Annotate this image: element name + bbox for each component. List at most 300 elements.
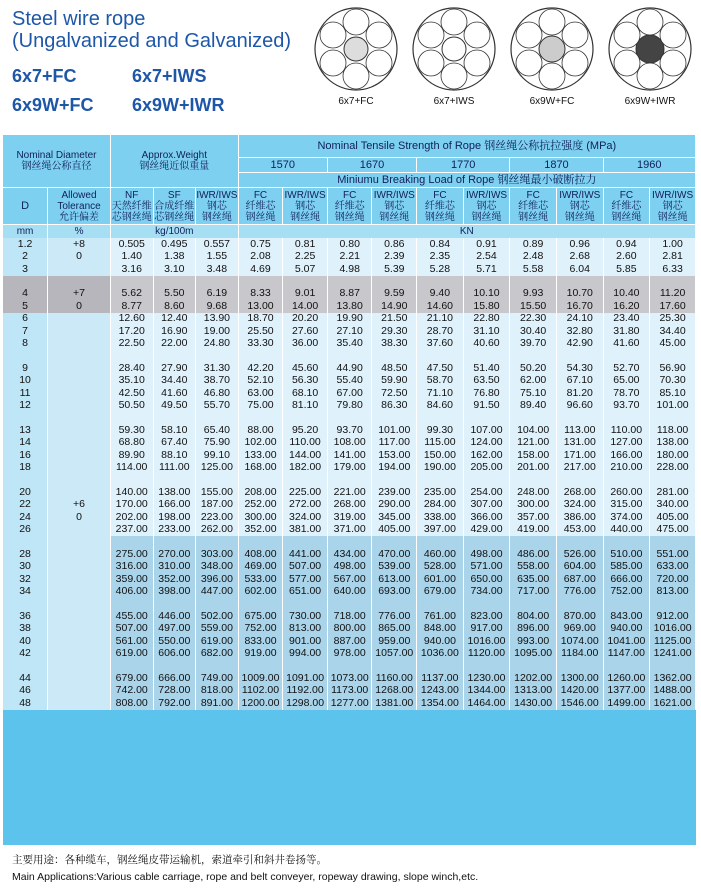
value-cell: 682.00 (196, 648, 239, 661)
empty-cell (196, 350, 239, 362)
value-cell: 12.60 (110, 313, 153, 326)
tolerance-cell (48, 635, 111, 648)
empty-cell (3, 350, 48, 362)
title-line-1: Steel wire rope (12, 8, 146, 30)
value-cell: 272.00 (283, 499, 328, 512)
diameter-cell: 10 (3, 375, 48, 388)
value-cell: 870.00 (556, 610, 603, 623)
value-cell: 88.10 (153, 449, 196, 462)
value-cell: 155.00 (196, 486, 239, 499)
value-cell: 843.00 (603, 610, 650, 623)
value-cell: 56.30 (283, 375, 328, 388)
empty-cell (510, 536, 557, 548)
value-cell: 0.495 (153, 238, 196, 251)
empty-cell (603, 276, 650, 288)
value-cell: 1.40 (110, 251, 153, 264)
row-gap (3, 474, 696, 486)
value-cell: 8.33 (238, 288, 283, 301)
value-cell: 162.00 (463, 449, 510, 462)
value-cell: 1091.00 (283, 672, 328, 685)
value-cell: 371.00 (327, 524, 372, 537)
value-cell: 386.00 (556, 511, 603, 524)
empty-cell (556, 660, 603, 672)
value-cell: 761.00 (417, 610, 464, 623)
value-cell: 1.00 (650, 238, 696, 251)
value-cell: 1120.00 (463, 648, 510, 661)
value-cell: 1420.00 (556, 685, 603, 698)
empty-cell (283, 660, 328, 672)
value-cell: 114.00 (110, 462, 153, 475)
value-cell: 813.00 (283, 623, 328, 636)
value-cell: 21.50 (372, 313, 417, 326)
value-cell: 110.00 (603, 424, 650, 437)
value-cell: 99.10 (196, 449, 239, 462)
value-cell: 75.10 (510, 387, 557, 400)
approx-weight-header (110, 135, 238, 188)
empty-cell (510, 660, 557, 672)
value-cell: 345.00 (372, 511, 417, 524)
value-cell: 717.00 (510, 586, 557, 599)
value-cell: 940.00 (603, 623, 650, 636)
variant-list (12, 62, 252, 120)
value-cell: 1381.00 (372, 697, 417, 710)
value-cell: 1137.00 (417, 672, 464, 685)
value-cell: 0.94 (603, 238, 650, 251)
table-row (3, 524, 696, 537)
value-cell: 734.00 (463, 586, 510, 599)
header-text: 钢芯 (662, 200, 683, 212)
value-cell: 601.00 (417, 573, 464, 586)
empty-cell (372, 474, 417, 486)
rope-cross-section-icon (411, 6, 497, 92)
value-cell: 1260.00 (603, 672, 650, 685)
value-cell: 75.90 (196, 437, 239, 450)
diameter-cell: 9 (3, 362, 48, 375)
value-cell: 71.10 (417, 387, 464, 400)
value-cell: 9.01 (283, 288, 328, 301)
value-cell: 2.81 (650, 251, 696, 264)
value-cell: 24.80 (196, 338, 239, 351)
value-cell: 619.00 (110, 648, 153, 661)
value-cell: 891.00 (196, 697, 239, 710)
value-cell: 303.00 (196, 548, 239, 561)
value-cell: 34.40 (650, 325, 696, 338)
value-cell: 0.96 (556, 238, 603, 251)
value-cell: 1464.00 (463, 697, 510, 710)
table-row (3, 437, 696, 450)
col-tolerance (48, 188, 111, 225)
value-cell: 14.60 (417, 300, 464, 313)
value-cell: 28.40 (110, 362, 153, 375)
value-cell: 640.00 (327, 586, 372, 599)
empty-cell (417, 536, 464, 548)
value-cell: 223.00 (196, 511, 239, 524)
value-cell: 679.00 (110, 672, 153, 685)
value-cell: 502.00 (196, 610, 239, 623)
tolerance-cell (48, 486, 111, 499)
value-cell: 559.00 (196, 623, 239, 636)
value-cell: 144.00 (283, 449, 328, 462)
value-cell: 338.00 (417, 511, 464, 524)
value-cell: 577.00 (283, 573, 328, 586)
value-cell: 89.40 (510, 400, 557, 413)
value-cell: 2.39 (372, 251, 417, 264)
empty-cell (510, 412, 557, 424)
empty-cell (238, 474, 283, 486)
table-row (3, 561, 696, 574)
value-cell: 31.10 (463, 325, 510, 338)
tolerance-cell: +6 (48, 499, 111, 512)
diameter-cell: 12 (3, 400, 48, 413)
header-text: FC (433, 189, 447, 201)
header-text: 天然纤维 (111, 200, 152, 212)
empty-cell (556, 412, 603, 424)
col-d: D (3, 188, 48, 225)
value-cell: 32.80 (556, 325, 603, 338)
value-cell: 113.00 (556, 424, 603, 437)
value-cell: 5.85 (603, 263, 650, 276)
value-cell: 5.58 (510, 263, 557, 276)
value-cell: 366.00 (463, 511, 510, 524)
empty-cell (196, 598, 239, 610)
value-cell: 275.00 (110, 548, 153, 561)
value-cell: 818.00 (196, 685, 239, 698)
value-cell: 1.38 (153, 251, 196, 264)
value-cell: 70.30 (650, 375, 696, 388)
value-cell: 447.00 (196, 586, 239, 599)
value-cell: 166.00 (153, 499, 196, 512)
value-cell: 125.00 (196, 462, 239, 475)
value-cell: 896.00 (510, 623, 557, 636)
value-cell: 441.00 (283, 548, 328, 561)
value-cell: 86.30 (372, 400, 417, 413)
tolerance-cell (48, 437, 111, 450)
value-cell: 124.00 (463, 437, 510, 450)
value-cell: 205.00 (463, 462, 510, 475)
value-cell: 49.50 (153, 400, 196, 413)
value-cell: 4.98 (327, 263, 372, 276)
value-cell: 1268.00 (372, 685, 417, 698)
value-cell: 141.00 (327, 449, 372, 462)
table-row (3, 499, 696, 512)
value-cell: 9.93 (510, 288, 557, 301)
rope-diagram-6x7-iws (408, 6, 500, 107)
value-cell: 115.00 (417, 437, 464, 450)
value-cell: 475.00 (650, 524, 696, 537)
value-cell: 352.00 (153, 573, 196, 586)
value-cell: 1057.00 (372, 648, 417, 661)
col-fc (238, 188, 283, 225)
header-text: 纤维芯 (334, 200, 365, 212)
empty-cell (510, 598, 557, 610)
diameter-cell: 22 (3, 499, 48, 512)
value-cell: 42.90 (556, 338, 603, 351)
table-row (3, 325, 696, 338)
tolerance-cell (48, 524, 111, 537)
diameter-cell: 28 (3, 548, 48, 561)
nominal-diameter-header (3, 135, 110, 188)
value-cell: 1016.00 (463, 635, 510, 648)
value-cell: 2.54 (463, 251, 510, 264)
diameter-cell: 36 (3, 610, 48, 623)
diameter-cell: 7 (3, 325, 48, 338)
table-row (3, 697, 696, 710)
value-cell: 235.00 (417, 486, 464, 499)
value-cell: 510.00 (603, 548, 650, 561)
value-cell: 31.30 (196, 362, 239, 375)
value-cell: 1313.00 (510, 685, 557, 698)
empty-cell (650, 474, 696, 486)
header-text: IWR/IWS (373, 189, 415, 201)
value-cell: 752.00 (603, 586, 650, 599)
value-cell: 22.50 (110, 338, 153, 351)
value-cell: 25.30 (650, 313, 696, 326)
value-cell: 228.00 (650, 462, 696, 475)
diameter-cell: 8 (3, 338, 48, 351)
value-cell: 48.50 (372, 362, 417, 375)
value-cell: 675.00 (238, 610, 283, 623)
value-cell: 13.80 (327, 300, 372, 313)
value-cell: 8.87 (327, 288, 372, 301)
empty-cell (372, 660, 417, 672)
diameter-cell: 40 (3, 635, 48, 648)
tolerance-cell (48, 685, 111, 698)
value-cell: 127.00 (603, 437, 650, 450)
value-cell: 340.00 (650, 499, 696, 512)
title-line-2: (Ungalvanized and Galvanized) (12, 30, 292, 52)
value-cell: 619.00 (196, 635, 239, 648)
value-cell: 248.00 (510, 486, 557, 499)
value-cell: 1102.00 (238, 685, 283, 698)
value-cell: 56.90 (650, 362, 696, 375)
value-cell: 101.00 (650, 400, 696, 413)
value-cell: 290.00 (372, 499, 417, 512)
empty-cell (650, 412, 696, 424)
value-cell: 959.00 (372, 635, 417, 648)
value-cell: 79.80 (327, 400, 372, 413)
value-cell: 22.80 (463, 313, 510, 326)
value-cell: 17.60 (650, 300, 696, 313)
header-text: 纤维芯 (518, 200, 549, 212)
tolerance-cell: 0 (48, 251, 111, 264)
tolerance-cell: 0 (48, 300, 111, 313)
header-text: FC (253, 189, 268, 201)
empty-cell (510, 350, 557, 362)
header-text: FC (526, 189, 540, 201)
tolerance-cell (48, 387, 111, 400)
header-text: 钢丝绳 (290, 211, 321, 223)
footer (12, 852, 478, 886)
tolerance-cell (48, 610, 111, 623)
diameter-cell: 5 (3, 300, 48, 313)
row-gap (3, 536, 696, 548)
value-cell: 5.28 (417, 263, 464, 276)
header-text: 纤维芯 (424, 200, 455, 212)
empty-cell (603, 474, 650, 486)
rope-cross-section-diagrams (310, 6, 695, 116)
value-cell: 84.60 (417, 400, 464, 413)
empty-cell (48, 276, 111, 288)
value-cell: 102.00 (238, 437, 283, 450)
value-cell: 30.40 (510, 325, 557, 338)
table-row (3, 486, 696, 499)
value-cell: 47.50 (417, 362, 464, 375)
value-cell: 5.71 (463, 263, 510, 276)
value-cell: 1147.00 (603, 648, 650, 661)
value-cell: 1009.00 (238, 672, 283, 685)
diameter-cell: 1.2 (3, 238, 48, 251)
value-cell: 792.00 (153, 697, 196, 710)
value-cell: 398.00 (153, 586, 196, 599)
empty-cell (417, 660, 464, 672)
table-row (3, 313, 696, 326)
value-cell: 81.20 (556, 387, 603, 400)
value-cell: 50.50 (110, 400, 153, 413)
header-text: IWR/IWS (196, 189, 238, 201)
value-cell: 728.00 (153, 685, 196, 698)
empty-cell (510, 276, 557, 288)
value-cell: 121.00 (510, 437, 557, 450)
value-cell: 550.00 (153, 635, 196, 648)
header-text: 芯钢丝绳 (111, 211, 152, 223)
value-cell: 460.00 (417, 548, 464, 561)
value-cell: 202.00 (110, 511, 153, 524)
value-cell: 62.00 (510, 375, 557, 388)
value-cell: 237.00 (110, 524, 153, 537)
empty-cell (372, 412, 417, 424)
value-cell: 27.90 (153, 362, 196, 375)
empty-cell (372, 276, 417, 288)
header-text: FC (619, 189, 634, 201)
variant-label: 6x9W+FC (12, 95, 94, 115)
tolerance-cell (48, 313, 111, 326)
header-text: SF (167, 189, 181, 201)
value-cell: 11.20 (650, 288, 696, 301)
value-cell: 5.39 (372, 263, 417, 276)
value-cell: 1016.00 (650, 623, 696, 636)
value-cell: 25.50 (238, 325, 283, 338)
table-row (3, 424, 696, 437)
footer-en: Main Applications:Various cable carriage, rope and belt conveyer, ropeway drawing, slope winch,etc. (12, 871, 479, 883)
empty-cell (153, 276, 196, 288)
tolerance-cell (48, 338, 111, 351)
value-cell: 138.00 (153, 486, 196, 499)
value-cell: 68.10 (283, 387, 328, 400)
value-cell: 8.77 (110, 300, 153, 313)
header-text: 钢芯 (206, 200, 227, 212)
empty-cell (372, 536, 417, 548)
value-cell: 813.00 (650, 586, 696, 599)
value-cell: 666.00 (603, 573, 650, 586)
value-cell: 5.07 (283, 263, 328, 276)
empty-cell (327, 536, 372, 548)
table-row (3, 462, 696, 475)
empty-cell (110, 350, 153, 362)
value-cell: 50.20 (510, 362, 557, 375)
value-cell: 38.30 (372, 338, 417, 351)
value-cell: 210.00 (603, 462, 650, 475)
value-cell: 140.00 (110, 486, 153, 499)
value-cell: 917.00 (463, 623, 510, 636)
value-cell: 718.00 (327, 610, 372, 623)
table-row (3, 648, 696, 661)
table-row (3, 672, 696, 685)
value-cell: 42.20 (238, 362, 283, 375)
value-cell: 1488.00 (650, 685, 696, 698)
value-cell: 507.00 (110, 623, 153, 636)
header-text: 钢芯 (295, 200, 316, 212)
value-cell: 429.00 (463, 524, 510, 537)
value-cell: 316.00 (110, 561, 153, 574)
diagram-label: 6x7+FC (338, 96, 374, 107)
value-cell: 1298.00 (283, 697, 328, 710)
value-cell: 469.00 (238, 561, 283, 574)
strength-1960: 1960 (603, 158, 695, 173)
table-row (3, 387, 696, 400)
empty-cell (650, 660, 696, 672)
diameter-cell: 24 (3, 511, 48, 524)
header-text: FC (343, 189, 357, 201)
diameter-cell: 44 (3, 672, 48, 685)
header-text: Tolerance (57, 200, 101, 212)
value-cell: 679.00 (417, 586, 464, 599)
value-cell: 96.60 (556, 400, 603, 413)
col-iwr (556, 188, 603, 225)
value-cell: 319.00 (327, 511, 372, 524)
header-text: 钢丝绳公称直径 (21, 161, 92, 172)
value-cell: 1200.00 (238, 697, 283, 710)
value-cell: 633.00 (650, 561, 696, 574)
empty-cell (110, 474, 153, 486)
empty-cell (650, 536, 696, 548)
value-cell: 804.00 (510, 610, 557, 623)
value-cell: 268.00 (327, 499, 372, 512)
value-cell: 0.81 (283, 238, 328, 251)
value-cell: 14.00 (283, 300, 328, 313)
col-fc (327, 188, 372, 225)
value-cell: 51.40 (463, 362, 510, 375)
table-row (3, 362, 696, 375)
value-cell: 405.00 (650, 511, 696, 524)
row-gap (3, 412, 696, 424)
value-cell: 940.00 (417, 635, 464, 648)
header-text: 钢丝绳 (379, 211, 410, 223)
empty-cell (417, 350, 464, 362)
value-cell: 324.00 (556, 499, 603, 512)
value-cell: 67.10 (556, 375, 603, 388)
empty-cell (196, 660, 239, 672)
diameter-cell: 13 (3, 424, 48, 437)
value-cell: 67.00 (327, 387, 372, 400)
col-sf (153, 188, 196, 225)
value-cell: 35.10 (110, 375, 153, 388)
header-text: IWR/IWS (559, 189, 601, 201)
variant-label: 6x7+FC (12, 66, 77, 86)
empty-cell (327, 350, 372, 362)
diameter-cell: 42 (3, 648, 48, 661)
value-cell: 1095.00 (510, 648, 557, 661)
value-cell: 27.60 (283, 325, 328, 338)
value-cell: 107.00 (463, 424, 510, 437)
strength-1570: 1570 (238, 158, 327, 173)
diameter-cell: 3 (3, 263, 48, 276)
value-cell: 507.00 (283, 561, 328, 574)
value-cell: 81.10 (283, 400, 328, 413)
value-cell: 35.40 (327, 338, 372, 351)
value-cell: 1362.00 (650, 672, 696, 685)
diameter-cell: 30 (3, 561, 48, 574)
empty-cell (463, 536, 510, 548)
